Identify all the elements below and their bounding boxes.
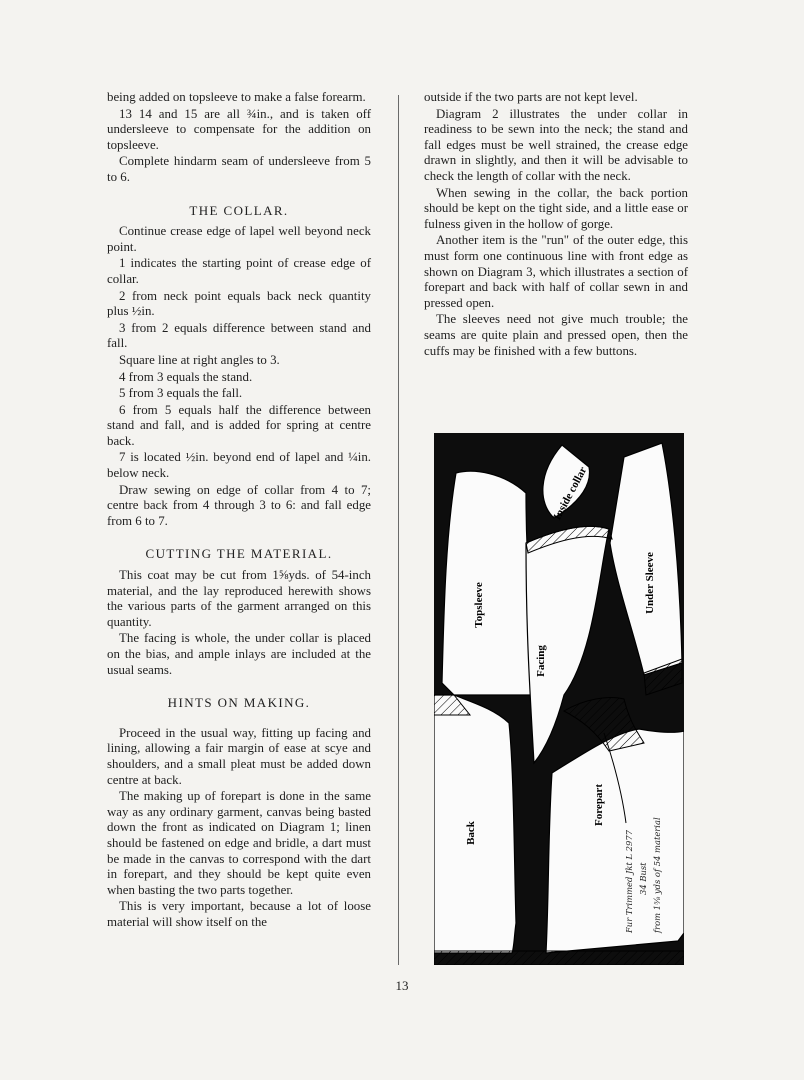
paragraph: 3 from 2 equals difference between stand and fall.: [107, 320, 371, 351]
paragraph: being added on topsleeve to make a false forearm.: [107, 90, 366, 104]
paragraph: This is very important, because a lot of loose material will show itself on the: [107, 899, 371, 929]
facing-label: Facing: [535, 645, 547, 677]
handwritten-note-line3: from 1⅝ yds of 54 material: [652, 817, 662, 933]
right-column: [424, 90, 688, 360]
selvedge-strip: [434, 951, 684, 965]
paragraph: The facing is whole, the under collar is placed on the bias, and ample inlays are included at the usual seams.: [107, 631, 371, 677]
page-number: 13: [395, 978, 409, 993]
lay-diagram-svg: [434, 433, 684, 965]
back-label: Back: [465, 821, 477, 845]
handwritten-note-line1: Fur Trimmed Jkt L 2977: [624, 830, 634, 933]
cutting-lay-diagram: [434, 433, 684, 965]
forepart-label: Forepart: [593, 784, 605, 826]
paragraph: The making up of forepart is done in the same way as any ordinary garment, canvas being basted down the front as indicated on Diagram 1; linen should be fastened on edge and bridle, a dart must be made in the canvas to correspond with the dart in forepart, and they should be kept quite even when basting the two parts together.: [107, 789, 371, 897]
heading-the-collar: THE COLLAR.: [189, 202, 289, 218]
paragraph: Square line at right angles to 3.: [119, 352, 280, 367]
paragraph: outside if the two parts are not kept level.: [424, 90, 638, 104]
paragraph: Diagram 2 illustrates the under collar in readiness to be sewn into the neck; the stand and fall edges must be well strained, the crease edge drawn in slightly, and then it will be advisable to check the length of collar with the neck.: [424, 106, 688, 183]
paragraph: Complete hindarm seam of undersleeve from 5 to 6.: [107, 154, 371, 184]
paragraph: Proceed in the usual way, fitting up facing and lining, allowing a fair margin of ease at scye and shoulders, and a small pleat must be added down centre at back.: [107, 725, 371, 787]
paragraph: Draw sewing on edge of collar from 4 to 7; centre back from 4 through 3 to 6: and fall edge from 6 to 7.: [107, 482, 371, 528]
left-column: [107, 90, 371, 932]
paragraph: Continue crease edge of lapel well beyond neck point.: [107, 224, 371, 254]
paragraph: The sleeves need not give much trouble; the seams are quite plain and pressed open, then the cuffs may be finished with a few buttons.: [424, 312, 688, 358]
paragraph: 7 is located ½in. beyond end of lapel and ¼in. below neck.: [107, 450, 371, 481]
heading-cutting-the-material: CUTTING THE MATERIAL.: [145, 546, 333, 562]
paragraph: 4 from 3 equals the stand.: [119, 369, 253, 384]
paragraph: 5 from 3 equals the fall.: [119, 386, 243, 401]
paragraph: 13 14 and 15 are all ¾in., and is taken off undersleeve to compensate for the addition on topsleeve.: [107, 106, 371, 152]
paragraph: 1 indicates the starting point of crease edge of collar.: [107, 256, 371, 286]
paragraph: This coat may be cut from 1⅝yds. of 54-inch material, and the lay reproduced herewith shows the various parts of the garment arranged on this quantity.: [107, 568, 371, 629]
topsleeve-label: Topsleeve: [473, 582, 485, 628]
paragraph: 6 from 5 equals half the difference between stand and fall, and is added for spring at centre back.: [107, 402, 371, 448]
handwritten-note-line2: 34 Bust: [638, 862, 648, 895]
heading-hints-on-making: HINTS ON MAKING.: [167, 695, 311, 711]
paragraph: Another item is the "run" of the outer edge, this must form one continuous line with front edge as shown on Diagram 3, which illustrates a section of forepart and back with half of collar sewn in and pressed open.: [424, 233, 688, 310]
paragraph: When sewing in the collar, the back portion should be kept on the tight side, and a little ease or fulness given in the hollow of gorge.: [424, 185, 688, 231]
column-divider: [398, 95, 399, 965]
under-sleeve-label: Under Sleeve: [644, 552, 656, 614]
inside-collar-label: Inside collar: [551, 465, 590, 523]
paragraph: 2 from neck point equals back neck quantity plus ½in.: [107, 288, 371, 319]
